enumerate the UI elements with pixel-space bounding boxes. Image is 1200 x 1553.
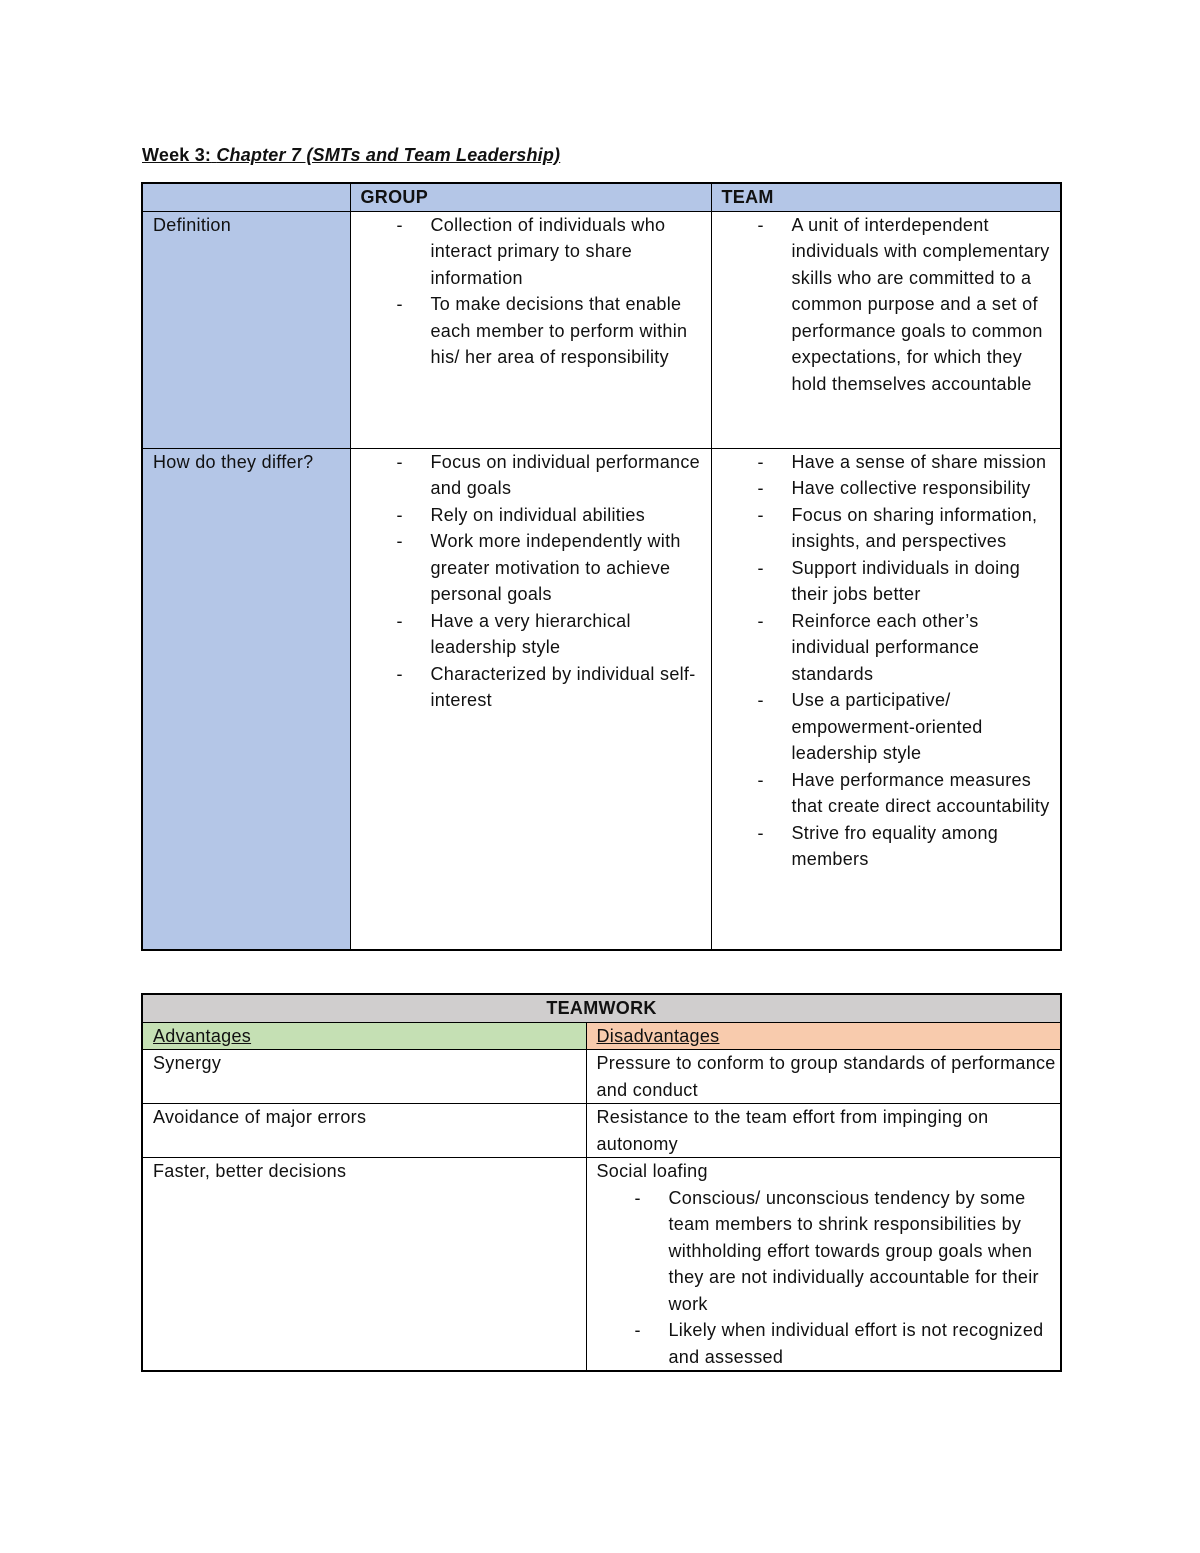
list-item: - Rely on individual abilities	[361, 502, 703, 529]
list-item: - Focus on individual performance and goals	[361, 449, 703, 502]
list-item: - Reinforce each other’s individual performance standards	[722, 608, 1053, 688]
advantages-header: Advantages	[142, 1022, 586, 1050]
list-item: - Focus on sharing information, insights, and perspectives	[722, 502, 1053, 555]
list-item: - Have a very hierarchical leadership style	[361, 608, 703, 661]
disadvantage-cell	[586, 1158, 1061, 1372]
list-item: - Support individuals in doing their jobs better	[722, 555, 1053, 608]
team-differences-cell	[711, 448, 1061, 950]
group-differences-cell	[350, 448, 711, 950]
advantage-cell: Synergy	[142, 1050, 586, 1104]
list-item: - Have a sense of share mission	[722, 449, 1053, 476]
chapter-title: Chapter 7 (SMTs and Team Leadership)	[216, 145, 561, 165]
teamwork-table	[141, 993, 1062, 1372]
teamwork-title-row	[142, 994, 1061, 1022]
list-item: - Conscious/ unconscious tendency by some team members to shrink responsibilities by withholding effort towards group goals when they are not individually accountable for their work	[597, 1185, 1053, 1318]
list-item: - Have collective responsibility	[722, 475, 1053, 502]
group-vs-team-table	[141, 182, 1062, 951]
advantage-cell: Avoidance of major errors	[142, 1104, 586, 1158]
table-row	[142, 1050, 1061, 1104]
week-label: Week 3:	[142, 145, 212, 165]
table-header-row	[142, 183, 1061, 211]
row-label-differences: How do they differ?	[142, 448, 350, 950]
table-row	[142, 211, 1061, 448]
page-title	[142, 143, 560, 167]
header-group: GROUP	[350, 183, 711, 211]
header-empty-cell	[142, 183, 350, 211]
table-row	[142, 1104, 1061, 1158]
disadvantage-cell: Resistance to the team effort from impinging on autonomy	[586, 1104, 1061, 1158]
table-row	[142, 448, 1061, 950]
disadvantage-heading: Social loafing	[596, 1161, 708, 1181]
list-item: - Use a participative/ empowerment-oriented leadership style	[722, 687, 1053, 767]
row-label-definition: Definition	[142, 211, 350, 448]
advantage-cell: Faster, better decisions	[142, 1158, 586, 1372]
table-row	[142, 1158, 1061, 1372]
teamwork-subheader-row	[142, 1022, 1061, 1050]
list-item: - Have performance measures that create direct accountability	[722, 767, 1053, 820]
list-item: - Likely when individual effort is not recognized and assessed	[597, 1317, 1053, 1370]
group-definition-cell	[350, 211, 711, 448]
disadvantage-cell: Pressure to conform to group standards of performance and conduct	[586, 1050, 1061, 1104]
list-item: - Work more independently with greater motivation to achieve personal goals	[361, 528, 703, 608]
list-item: - To make decisions that enable each member to perform within his/ her area of responsibility	[361, 291, 703, 371]
teamwork-title: TEAMWORK	[142, 994, 1061, 1022]
list-item: - Characterized by individual self-interest	[361, 661, 703, 714]
list-item: - Collection of individuals who interact primary to share information	[361, 212, 703, 292]
list-item: - Strive fro equality among members	[722, 820, 1053, 873]
header-team: TEAM	[711, 183, 1061, 211]
team-definition-cell	[711, 211, 1061, 448]
disadvantages-header: Disadvantages	[586, 1022, 1061, 1050]
list-item: - A unit of interdependent individuals with complementary skills who are committed to a common purpose and a set of performance goals to common expectations, for which they hold themselves accountable	[722, 212, 1053, 398]
